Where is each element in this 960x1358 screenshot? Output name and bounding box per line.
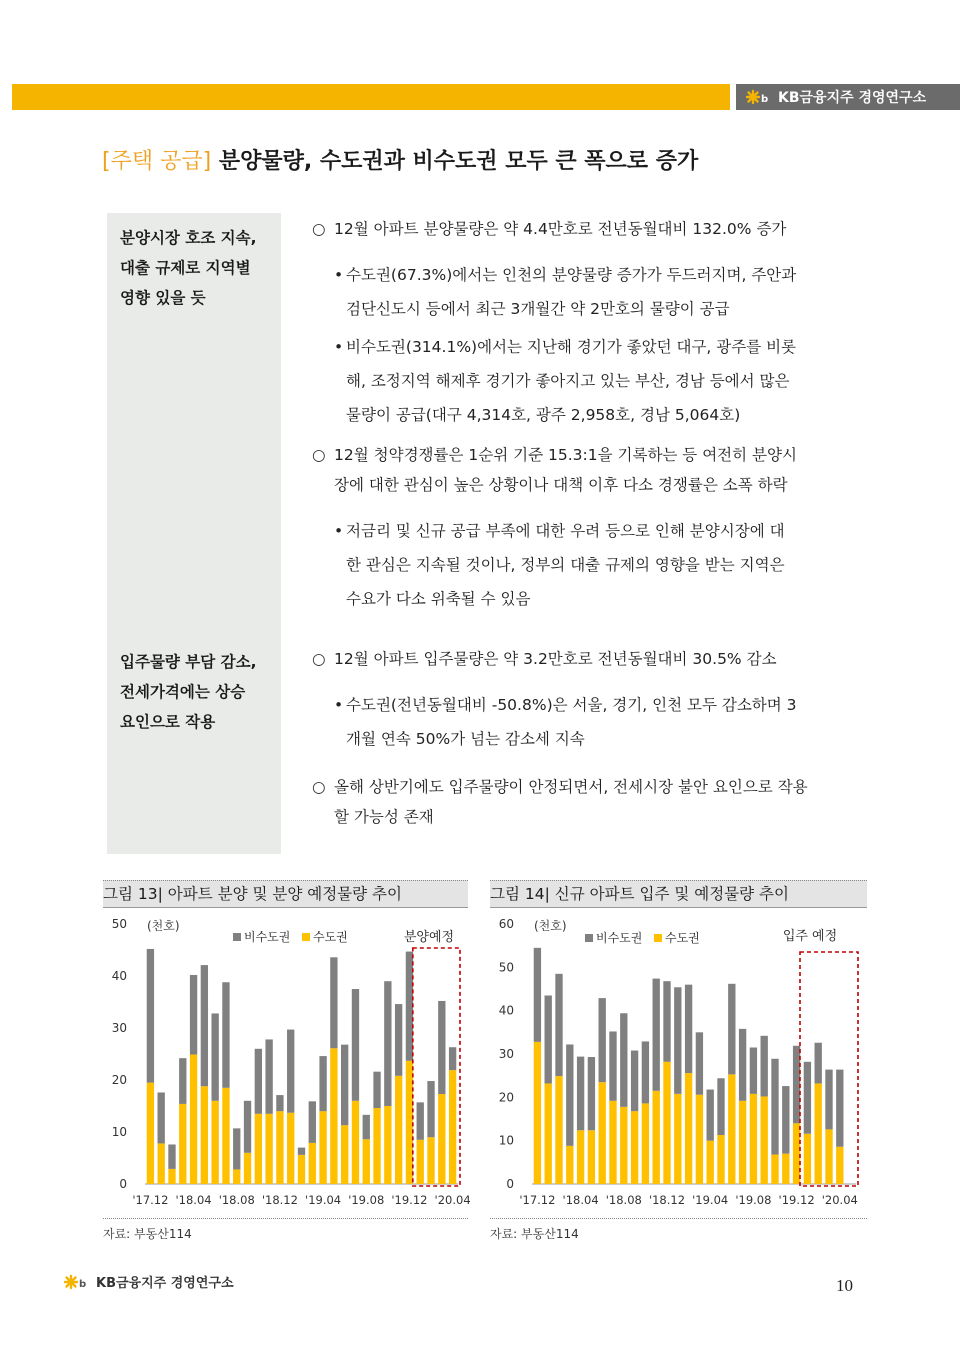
x-tick-label: '19.12: [391, 1193, 428, 1207]
bar-non-metro: [168, 1144, 175, 1168]
chart-movein-volume: [490, 912, 870, 1218]
bar-metro: [577, 1130, 584, 1184]
bar-metro: [168, 1169, 175, 1184]
legend-swatch: [585, 934, 593, 942]
bar-metro: [438, 1094, 445, 1184]
bar-metro: [222, 1088, 229, 1184]
heading-line: 요인으로 작용: [120, 713, 216, 731]
bar-metro: [179, 1104, 186, 1184]
figure-13-title: 그림 13| 아파트 분양 및 분양 예정물량 추이: [103, 880, 468, 908]
bullet-line: 해, 조정지역 해제후 경기가 좋아지고 있는 부산, 경남 등에서 많은: [346, 372, 790, 390]
bar-non-metro: [685, 985, 692, 1073]
bar-non-metro: [158, 1092, 165, 1143]
y-tick-label: 0: [506, 1177, 514, 1191]
bar-metro: [804, 1134, 811, 1184]
forecast-annotation: 분양예정: [403, 930, 455, 945]
bullet-movein-volume: [312, 644, 777, 674]
x-tick-label: '19.08: [735, 1193, 772, 1207]
heading-line: 분양시장 호조 지속,: [120, 229, 257, 247]
bar-metro: [707, 1141, 714, 1184]
bar-non-metro: [298, 1148, 305, 1155]
bar-non-metro: [417, 1102, 424, 1139]
bar-metro: [653, 1091, 660, 1184]
bar-metro: [674, 1094, 681, 1184]
bar-metro: [642, 1103, 649, 1184]
bullet-text: 12월 아파트 분양물량은 약 4.4만호로 전년동월대비 132.0% 증가: [334, 220, 787, 238]
bar-non-metro: [222, 982, 229, 1088]
bar-non-metro: [427, 1081, 434, 1137]
bar-non-metro: [804, 1062, 811, 1134]
y-tick-label: 10: [498, 1133, 514, 1148]
x-tick-label: '18.04: [562, 1193, 599, 1207]
bar-metro: [309, 1143, 316, 1184]
bar-metro: [341, 1125, 348, 1184]
unit-label: (천호): [534, 919, 567, 933]
x-tick-label: '17.12: [519, 1193, 556, 1207]
legend-swatch: [654, 934, 662, 942]
sub-bullet-interest: [334, 514, 785, 616]
bar-metro: [276, 1111, 283, 1184]
bar-metro: [211, 1101, 218, 1184]
x-tick-label: '20.04: [434, 1193, 471, 1207]
dot-bullet-icon: •: [334, 696, 344, 714]
dot-bullet-icon: •: [334, 338, 344, 356]
bar-metro: [147, 1083, 154, 1184]
x-tick-label: '18.08: [605, 1193, 642, 1207]
bar-non-metro: [717, 1078, 724, 1135]
bullet-line: 올해 상반기에도 입주물량이 안정되면서, 전세시장 불안 요인으로 작용: [334, 778, 808, 796]
y-tick-label: 0: [119, 1177, 127, 1191]
bar-metro: [233, 1169, 240, 1184]
bar-metro: [717, 1135, 724, 1184]
y-tick-label: 60: [498, 917, 514, 931]
x-tick-label: '19.04: [305, 1193, 342, 1207]
header-brand: [736, 84, 960, 110]
bullet-line: 비수도권(314.1%)에서는 지난해 경기가 좋았던 대구, 광주를 비롯: [346, 338, 797, 356]
bar-metro: [406, 1061, 413, 1184]
bar-non-metro: [599, 998, 606, 1082]
bar-non-metro: [642, 1041, 649, 1103]
bullet-line: 수요가 다소 위축될 수 있음: [346, 590, 531, 608]
bar-non-metro: [631, 1051, 638, 1112]
sub-bullet-metro: [334, 258, 797, 326]
bar-non-metro: [545, 996, 552, 1084]
y-tick-label: 30: [111, 1021, 127, 1035]
bar-metro: [566, 1146, 573, 1184]
bar-metro: [793, 1123, 800, 1184]
bullet-line: 개월 연속 50%가 넘는 감소세 지속: [346, 730, 585, 748]
section-heading-movein: [120, 647, 280, 737]
kb-logo-icon: [746, 89, 772, 105]
circle-bullet-icon: ○: [312, 778, 326, 796]
bar-non-metro: [309, 1101, 316, 1143]
bar-metro: [739, 1101, 746, 1184]
bar-metro: [373, 1108, 380, 1184]
legend-label: 수도권: [313, 930, 348, 944]
bar-non-metro: [233, 1128, 240, 1169]
kb-logo-icon: [64, 1274, 90, 1290]
sub-bullet-metro-decline: [334, 688, 797, 756]
bullet-line: 수도권(전년동월대비 -50.8%)은 서울, 경기, 인천 모두 감소하며 3: [346, 696, 797, 714]
bar-non-metro: [555, 974, 562, 1076]
bar-metro: [319, 1111, 326, 1184]
bar-metro: [417, 1140, 424, 1184]
page-number: 10: [836, 1276, 853, 1295]
bar-non-metro: [825, 1070, 832, 1130]
unit-label: (천호): [147, 919, 180, 933]
chart-sales-volume: [103, 912, 473, 1218]
x-tick-label: '18.08: [218, 1193, 255, 1207]
bullet-line: 한 관심은 지속될 것이나, 정부의 대출 규제의 영향을 받는 지역은: [346, 556, 785, 574]
bar-non-metro: [534, 948, 541, 1042]
bar-non-metro: [341, 1045, 348, 1126]
footer-brand-text: KB금융지주 경영연구소: [96, 1276, 234, 1291]
x-tick-label: '18.12: [261, 1193, 298, 1207]
bar-metro: [663, 1062, 670, 1184]
bar-metro: [750, 1094, 757, 1184]
bar-metro: [534, 1042, 541, 1184]
figure-14-source: 자료: 부동산114: [490, 1218, 867, 1242]
heading-line: 영향 있을 듯: [120, 289, 206, 307]
title-tag: [주택 공급]: [102, 149, 212, 174]
bar-non-metro: [815, 1043, 822, 1084]
bar-non-metro: [782, 1086, 789, 1154]
bar-non-metro: [609, 1031, 616, 1100]
bar-non-metro: [836, 1070, 843, 1147]
bar-non-metro: [211, 1013, 218, 1100]
x-tick-label: '18.04: [175, 1193, 212, 1207]
heading-line: 대출 규제로 지역별: [120, 259, 251, 277]
x-tick-label: '17.12: [132, 1193, 169, 1207]
bar-metro: [287, 1113, 294, 1184]
bar-metro: [352, 1101, 359, 1184]
bullet-line: 저금리 및 신규 공급 부족에 대한 우려 등으로 인해 분양시장에 대: [346, 522, 785, 540]
bar-metro: [395, 1076, 402, 1184]
bullet-line: 12월 청약경쟁률은 1순위 기준 15.3:1을 기록하는 등 여전히 분양시: [334, 446, 797, 464]
bar-non-metro: [588, 1057, 595, 1130]
bar-non-metro: [373, 1072, 380, 1108]
bar-non-metro: [438, 1001, 445, 1094]
sub-bullet-non-metro: [334, 330, 797, 432]
bar-metro: [330, 1048, 337, 1184]
bullet-line: 물량이 공급(대구 4,314호, 광주 2,958호, 경남 5,064호): [346, 406, 741, 424]
bar-metro: [298, 1155, 305, 1184]
footer-brand: [64, 1272, 234, 1291]
legend-swatch: [233, 933, 241, 941]
bar-non-metro: [244, 1101, 251, 1153]
y-tick-label: 10: [111, 1125, 127, 1139]
bar-metro: [771, 1155, 778, 1184]
bar-metro: [190, 1055, 197, 1184]
bullet-sales-volume: [312, 214, 787, 244]
heading-line: 입주물량 부담 감소,: [120, 653, 257, 671]
bar-metro: [201, 1086, 208, 1184]
y-tick-label: 40: [111, 969, 127, 983]
bar-non-metro: [395, 1004, 402, 1076]
bar-metro: [545, 1083, 552, 1184]
bar-non-metro: [739, 1029, 746, 1101]
bar-metro: [427, 1137, 434, 1184]
bar-non-metro: [255, 1049, 262, 1114]
bar-non-metro: [696, 1032, 703, 1094]
bar-metro: [696, 1095, 703, 1184]
page-title: [102, 144, 698, 175]
bar-metro: [761, 1096, 768, 1184]
bullet-line: 검단신도시 등에서 최근 3개월간 약 2만호의 물량이 공급: [346, 300, 730, 318]
bar-non-metro: [406, 952, 413, 1061]
bar-non-metro: [330, 957, 337, 1048]
header-brand-text: KB금융지주 경영연구소: [778, 90, 927, 106]
bar-non-metro: [201, 965, 208, 1086]
figure-14-title: 그림 14| 신규 아파트 입주 및 예정물량 추이: [490, 880, 867, 908]
bar-metro: [265, 1114, 272, 1184]
x-tick-label: '18.12: [648, 1193, 686, 1207]
bar-metro: [609, 1101, 616, 1184]
x-tick-label: '20.04: [821, 1193, 858, 1207]
legend-label: 비수도권: [244, 930, 291, 944]
bar-non-metro: [577, 1057, 584, 1131]
bar-non-metro: [761, 1036, 768, 1097]
figure-13-source: 자료: 부동산114: [103, 1218, 468, 1242]
bar-metro: [620, 1107, 627, 1184]
bar-non-metro: [384, 981, 391, 1106]
svg-text:b: b: [761, 94, 769, 105]
bar-non-metro: [147, 949, 154, 1083]
bar-non-metro: [190, 975, 197, 1055]
bar-metro: [836, 1147, 843, 1184]
x-tick-label: '19.12: [778, 1193, 815, 1207]
bar-metro: [782, 1154, 789, 1184]
y-tick-label: 50: [498, 960, 514, 975]
bullet-line: 수도권(67.3%)에서는 인천의 분양물량 증가가 두드러지며, 주안과: [346, 266, 797, 284]
legend-swatch: [302, 933, 310, 941]
bar-non-metro: [653, 979, 660, 1091]
bar-non-metro: [707, 1090, 714, 1141]
bullet-text: 12월 아파트 입주물량은 약 3.2만호로 전년동월대비 30.5% 감소: [334, 650, 777, 668]
circle-bullet-icon: ○: [312, 220, 326, 238]
header-bar: [12, 84, 730, 110]
bar-non-metro: [771, 1059, 778, 1155]
bullet-competition: [312, 440, 797, 500]
bar-non-metro: [287, 1030, 294, 1113]
bar-metro: [384, 1106, 391, 1184]
bar-metro: [728, 1074, 735, 1184]
legend-label: 수도권: [665, 931, 700, 945]
bar-metro: [599, 1082, 606, 1184]
heading-line: 전세가격에는 상승: [120, 683, 246, 701]
bar-metro: [631, 1111, 638, 1184]
bar-non-metro: [276, 1095, 283, 1111]
bar-metro: [255, 1114, 262, 1184]
bullet-outlook: [312, 772, 808, 832]
bar-non-metro: [793, 1046, 800, 1124]
x-tick-label: '19.08: [348, 1193, 385, 1207]
legend-label: 비수도권: [596, 931, 643, 945]
bar-metro: [815, 1083, 822, 1184]
y-tick-label: 30: [498, 1047, 514, 1061]
y-tick-label: 20: [111, 1073, 127, 1087]
dot-bullet-icon: •: [334, 266, 344, 284]
y-tick-label: 50: [111, 917, 127, 931]
bar-metro: [244, 1153, 251, 1184]
bar-metro: [825, 1129, 832, 1184]
bullet-line: 할 가능성 존재: [334, 808, 434, 826]
bar-non-metro: [265, 1039, 272, 1113]
bar-non-metro: [449, 1047, 456, 1070]
bar-non-metro: [566, 1044, 573, 1145]
bar-non-metro: [620, 1013, 627, 1107]
title-text: 분양물량, 수도권과 비수도권 모두 큰 폭으로 증가: [218, 149, 699, 174]
bar-metro: [158, 1143, 165, 1184]
circle-bullet-icon: ○: [312, 446, 326, 464]
bar-non-metro: [663, 981, 670, 1062]
bar-non-metro: [319, 1056, 326, 1111]
bar-non-metro: [179, 1058, 186, 1104]
bar-non-metro: [750, 1048, 757, 1094]
bar-metro: [555, 1076, 562, 1184]
bar-non-metro: [674, 987, 681, 1094]
bar-non-metro: [363, 1115, 370, 1139]
bar-non-metro: [728, 984, 735, 1075]
x-tick-label: '19.04: [692, 1193, 729, 1207]
bar-metro: [588, 1130, 595, 1184]
bar-non-metro: [352, 989, 359, 1101]
bar-metro: [449, 1070, 456, 1184]
dot-bullet-icon: •: [334, 522, 344, 540]
bullet-line: 장에 대한 관심이 높은 상황이나 대책 이후 다소 경쟁률은 소폭 하락: [334, 476, 788, 494]
svg-text:b: b: [79, 1278, 87, 1290]
forecast-annotation: 입주 예정: [782, 929, 838, 944]
y-tick-label: 40: [498, 1003, 514, 1018]
y-tick-label: 20: [498, 1090, 514, 1105]
section-heading-supply: [120, 223, 280, 313]
bar-metro: [685, 1073, 692, 1184]
bar-metro: [363, 1139, 370, 1184]
circle-bullet-icon: ○: [312, 650, 326, 668]
